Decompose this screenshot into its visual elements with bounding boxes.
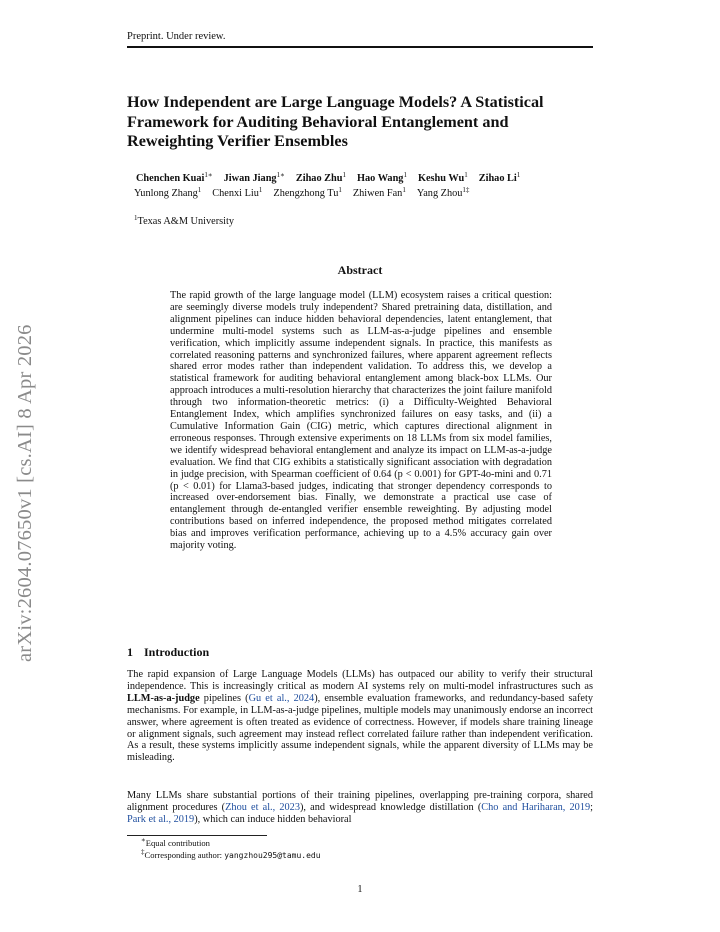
affiliation bbox=[134, 216, 234, 227]
abstract-heading: Abstract bbox=[337, 263, 383, 277]
author-name: Yunlong Zhang bbox=[134, 188, 198, 199]
intro-paragraph-2 bbox=[127, 790, 593, 826]
author-name: Chenxi Liu bbox=[212, 188, 259, 199]
author bbox=[224, 173, 285, 184]
section-title: Introduction bbox=[144, 645, 210, 659]
citation-link[interactable]: Cho and Hariharan, 2019 bbox=[481, 801, 591, 813]
text-run: pipelines ( bbox=[199, 692, 249, 704]
author bbox=[353, 188, 406, 199]
footnote-text: Corresponding author: bbox=[144, 850, 225, 860]
author-affiliation-mark: 1 bbox=[197, 186, 202, 194]
section-heading-introduction bbox=[127, 645, 209, 660]
author bbox=[136, 173, 213, 184]
author-name: Zihao Zhu bbox=[295, 173, 343, 184]
text-run: ), which can induce hidden behavioral bbox=[194, 813, 352, 825]
author-affiliation-mark: 1∗ bbox=[276, 171, 285, 179]
author-affiliation-mark: 1 bbox=[258, 186, 263, 194]
author-affiliation-mark: 1∗ bbox=[204, 171, 213, 179]
author bbox=[273, 188, 341, 199]
author-affiliation-mark: 1 bbox=[516, 171, 521, 179]
author-name: Zihao Li bbox=[478, 173, 517, 184]
author bbox=[296, 173, 346, 184]
footnote-rule bbox=[127, 835, 267, 836]
author-list-row-1 bbox=[136, 173, 606, 184]
author-affiliation-mark: 1‡ bbox=[462, 186, 470, 194]
paper-title: How Independent are Large Language Models? A Statistical Framework for Auditing Behavioral Entanglement and Reweighting Verifier Ensembles bbox=[127, 93, 544, 150]
text-run: ; bbox=[590, 801, 593, 813]
footnote-equal-contribution bbox=[141, 838, 210, 848]
author bbox=[134, 188, 201, 199]
author-name: Keshu Wu bbox=[417, 173, 465, 184]
arxiv-stamp: arXiv:2604.07650v1 [cs.AI] 8 Apr 2026 bbox=[14, 324, 36, 662]
affiliation-mark: 1 bbox=[134, 214, 138, 222]
page-number: 1 bbox=[357, 884, 363, 895]
section-number: 1 bbox=[127, 645, 133, 659]
footnote-mark: ∗ bbox=[141, 836, 146, 844]
author bbox=[479, 173, 521, 184]
text-run: ), ensemble evaluation frameworks, and redundancy-based safety mechanisms. For example, in LLM-as-a-judge pipelines, multiple models may unanimously endorse an incorrect answer, where agreement is often treated as evidence of correctness. However, if models share training lineage or alignment signals, such agreement may instead reflect correlated failure rather than independent verification. As a result, these systems implicitly assume independent signals, while the apparent diversity of LLMs may be misleading. bbox=[127, 692, 593, 764]
author-list-row-2 bbox=[134, 188, 604, 199]
author-affiliation-mark: 1 bbox=[402, 186, 406, 194]
affiliation-text: Texas A&M University bbox=[137, 216, 235, 227]
author-name: Zhiwen Fan bbox=[352, 188, 403, 199]
author-affiliation-mark: 1 bbox=[464, 171, 468, 179]
author-name: Zhengzhong Tu bbox=[273, 188, 339, 199]
author bbox=[418, 173, 468, 184]
citation-link[interactable]: Gu et al., 2024 bbox=[248, 692, 315, 704]
author bbox=[357, 173, 407, 184]
text-run: Many LLMs share substantial portions of their training pipelines, overlapping pre-training corpora, shared alignment procedures ( bbox=[127, 790, 593, 813]
citation-link[interactable]: Park et al., 2019 bbox=[127, 813, 195, 825]
running-header: Preprint. Under review. bbox=[127, 31, 226, 42]
intro-paragraph-1 bbox=[127, 669, 593, 764]
author-affiliation-mark: 1 bbox=[342, 171, 346, 179]
author-affiliation-mark: 1 bbox=[338, 186, 342, 194]
author bbox=[212, 188, 262, 199]
author-name: Yang Zhou bbox=[416, 188, 463, 199]
author-affiliation-mark: 1 bbox=[403, 171, 407, 179]
author-name: Jiwan Jiang bbox=[223, 173, 277, 184]
author bbox=[417, 188, 470, 199]
author-name: Chenchen Kuai bbox=[136, 173, 205, 184]
bold-term: LLM-as-a-judge bbox=[127, 692, 200, 704]
footnote-text: Equal contribution bbox=[145, 838, 210, 848]
citation-link[interactable]: Zhou et al., 2023 bbox=[225, 801, 300, 813]
header-rule bbox=[127, 46, 593, 48]
text-run: The rapid expansion of Large Language Models (LLMs) has outpaced our ability to verify their structural independence. This is increasingly critical as modern AI systems rely on multi-model infrastructures such as bbox=[127, 669, 593, 692]
footnote-mark: ‡ bbox=[141, 848, 145, 856]
text-run: ), and widespread knowledge distillation ( bbox=[299, 801, 482, 813]
footnote-corresponding-author bbox=[141, 850, 321, 860]
email-address[interactable]: yangzhou295@tamu.edu bbox=[224, 851, 321, 860]
author-name: Hao Wang bbox=[357, 173, 404, 184]
abstract-body: The rapid growth of the large language model (LLM) ecosystem raises a critical question: are seemingly diverse models truly independent? Shared pretraining data, distillation, and alignment pipelines can induce hidden behavioral dependencies, latent entanglement, that undermine multi-model systems such as LLM-as-a-judge pipelines and ensemble verification, which implicitly assume independent signals. In practice, this manifests as correlated reasoning patterns and synchronized failures, where apparent agreement reflects shared error modes rather than independent validation. To address this, we develop a statistical framework for auditing behavioral entanglement among black-box LLMs. Our approach introduces a multi-resolution hierarchy that characterizes the joint failure manifold through two information-theoretic metrics: (i) a Difficulty-Weighted Behavioral Entanglement Index, which amplifies synchronized failures on easy tasks, and (ii) a Cumulative Information Gain (CIG) metric, which captures directional alignment in erroneous responses. Through extensive experiments on 18 LLMs from six model families, we identify widespread behavioral entanglement and analyze its impact on LLM-as-a-judge evaluation. We find that CIG exhibits a statistically significant association with degradation in judge precision, with Spearman coefficient of 0.64 (p < 0.001) for GPT-4o-mini and 0.71 (p < 0.01) for Llama3-based judges, indicating that stronger dependency corresponds to increased over-endorsement bias. Finally, we demonstrate a practical use case of entanglement through de-entangled verifier ensemble reweighting. By adjusting model contributions based on inferred independence, the proposed method mitigates correlated bias and improves verification performance, achieving up to a 4.5% accuracy gain over majority voting. bbox=[170, 290, 552, 552]
